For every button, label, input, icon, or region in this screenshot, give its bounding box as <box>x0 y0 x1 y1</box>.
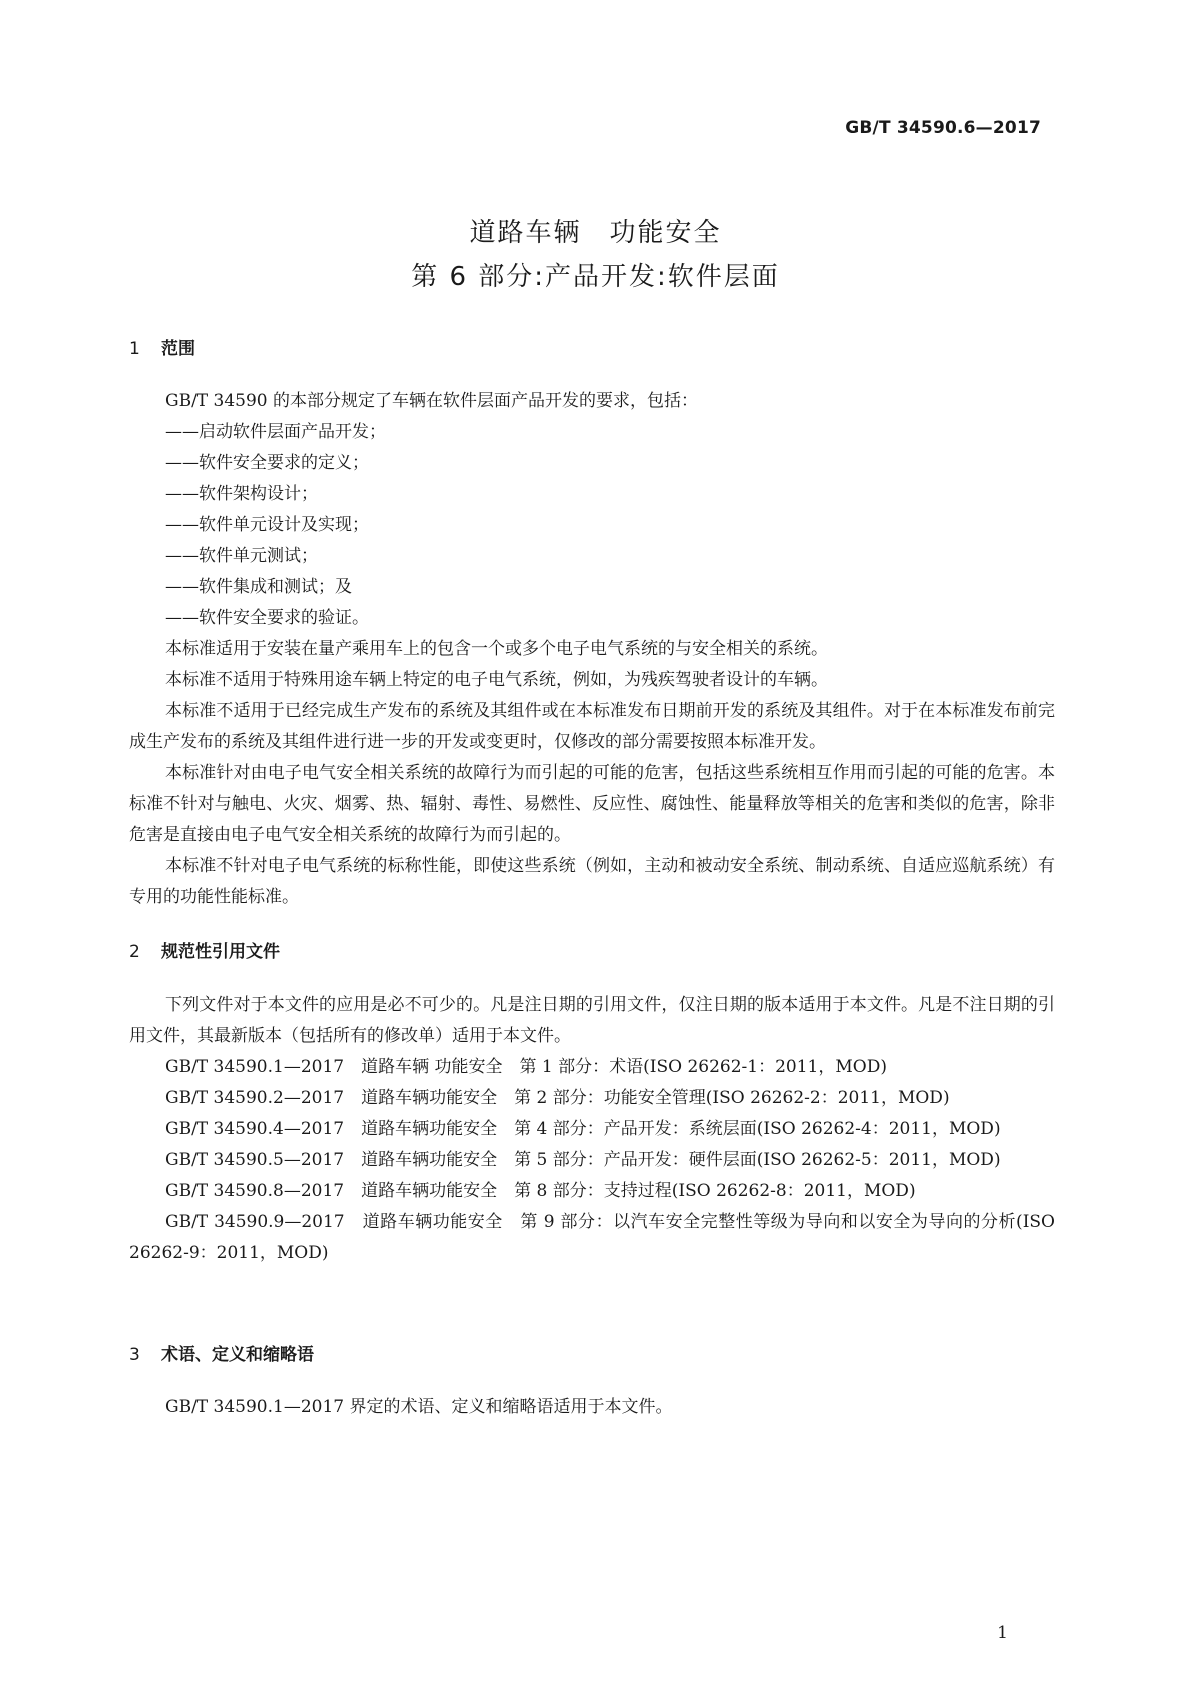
section-2-heading <box>129 937 280 962</box>
document-code: GB/T 34590.6—2017 <box>845 118 1041 138</box>
reference-item: GB/T 34590.2—2017 道路车辆功能安全 第 2 部分：功能安全管理(ISO 26262-2：2011，MOD) <box>165 1088 950 1108</box>
reference-item: GB/T 34590.9—2017 道路车辆功能安全 第 9 部分：以汽车安全完整性等级为导向和以安全为导向的分析(ISO 26262-9：2011，MOD) <box>129 1212 1055 1263</box>
section-number: 2 <box>129 942 140 962</box>
paragraph: 下列文件对于本文件的应用是必不可少的。凡是注日期的引用文件，仅注日期的版本适用于本文件。凡是不注日期的引用文件，其最新版本（包括所有的修改单）适用于本文件。 <box>129 995 1055 1046</box>
list-item: ——软件安全要求的验证。 <box>165 608 369 628</box>
section-title: 术语、定义和缩略语 <box>161 1345 314 1365</box>
list-item: ——软件架构设计； <box>165 484 318 504</box>
reference-item: GB/T 34590.4—2017 道路车辆功能安全 第 4 部分：产品开发：系统层面(ISO 26262-4：2011，MOD) <box>165 1119 1001 1139</box>
section-2-body <box>129 990 1055 1269</box>
paragraph: 本标准不适用于已经完成生产发布的系统及其组件或在本标准发布日期前开发的系统及其组件。对于在本标准发布前完成生产发布的系统及其组件进行进一步的开发或变更时，仅修改的部分需要按照本标准开发。 <box>129 701 1055 752</box>
list-item: ——软件单元设计及实现； <box>165 515 369 535</box>
list-item: ——启动软件层面产品开发； <box>165 422 386 442</box>
list-item: ——软件单元测试； <box>165 546 318 566</box>
section-title: 规范性引用文件 <box>161 942 280 962</box>
list-item: ——软件集成和测试；及 <box>165 577 352 597</box>
section-1-body <box>129 386 1055 913</box>
paragraph: 本标准适用于安装在量产乘用车上的包含一个或多个电子电气系统的与安全相关的系统。 <box>165 639 828 659</box>
paragraph: 本标准不针对电子电气系统的标称性能，即使这些系统（例如，主动和被动安全系统、制动系统、自适应巡航系统）有专用的功能性能标准。 <box>129 856 1055 907</box>
paragraph: GB/T 34590.1—2017 界定的术语、定义和缩略语适用于本文件。 <box>165 1397 673 1417</box>
reference-item: GB/T 34590.5—2017 道路车辆功能安全 第 5 部分：产品开发：硬件层面(ISO 26262-5：2011，MOD) <box>165 1150 1001 1170</box>
paragraph: 本标准针对由电子电气安全相关系统的故障行为而引起的可能的危害，包括这些系统相互作用而引起的可能的危害。本标准不针对与触电、火灾、烟雾、热、辐射、毒性、易燃性、反应性、腐蚀性、能量释放等相关的危害和类似的危害，除非危害是直接由电子电气安全相关系统的故障行为而引起的。 <box>129 763 1055 845</box>
reference-item: GB/T 34590.8—2017 道路车辆功能安全 第 8 部分：支持过程(ISO 26262-8：2011，MOD) <box>165 1181 916 1201</box>
scope-intro: GB/T 34590 的本部分规定了车辆在软件层面产品开发的要求，包括： <box>165 391 699 411</box>
paragraph: 本标准不适用于特殊用途车辆上特定的电子电气系统，例如，为残疾驾驶者设计的车辆。 <box>165 670 828 690</box>
section-title: 范围 <box>161 339 195 359</box>
section-3-body <box>129 1392 1055 1423</box>
section-3-heading <box>129 1340 314 1365</box>
page-number: 1 <box>997 1623 1008 1643</box>
document-title-line1: 道路车辆 功能安全 <box>469 218 722 248</box>
section-number: 1 <box>129 339 140 359</box>
reference-item: GB/T 34590.1—2017 道路车辆 功能安全 第 1 部分：术语(ISO 26262-1：2011，MOD) <box>165 1057 887 1077</box>
section-number: 3 <box>129 1345 140 1365</box>
section-1-heading <box>129 334 195 359</box>
document-title-line2: 第 6 部分:产品开发:软件层面 <box>411 262 780 292</box>
list-item: ——软件安全要求的定义； <box>165 453 369 473</box>
